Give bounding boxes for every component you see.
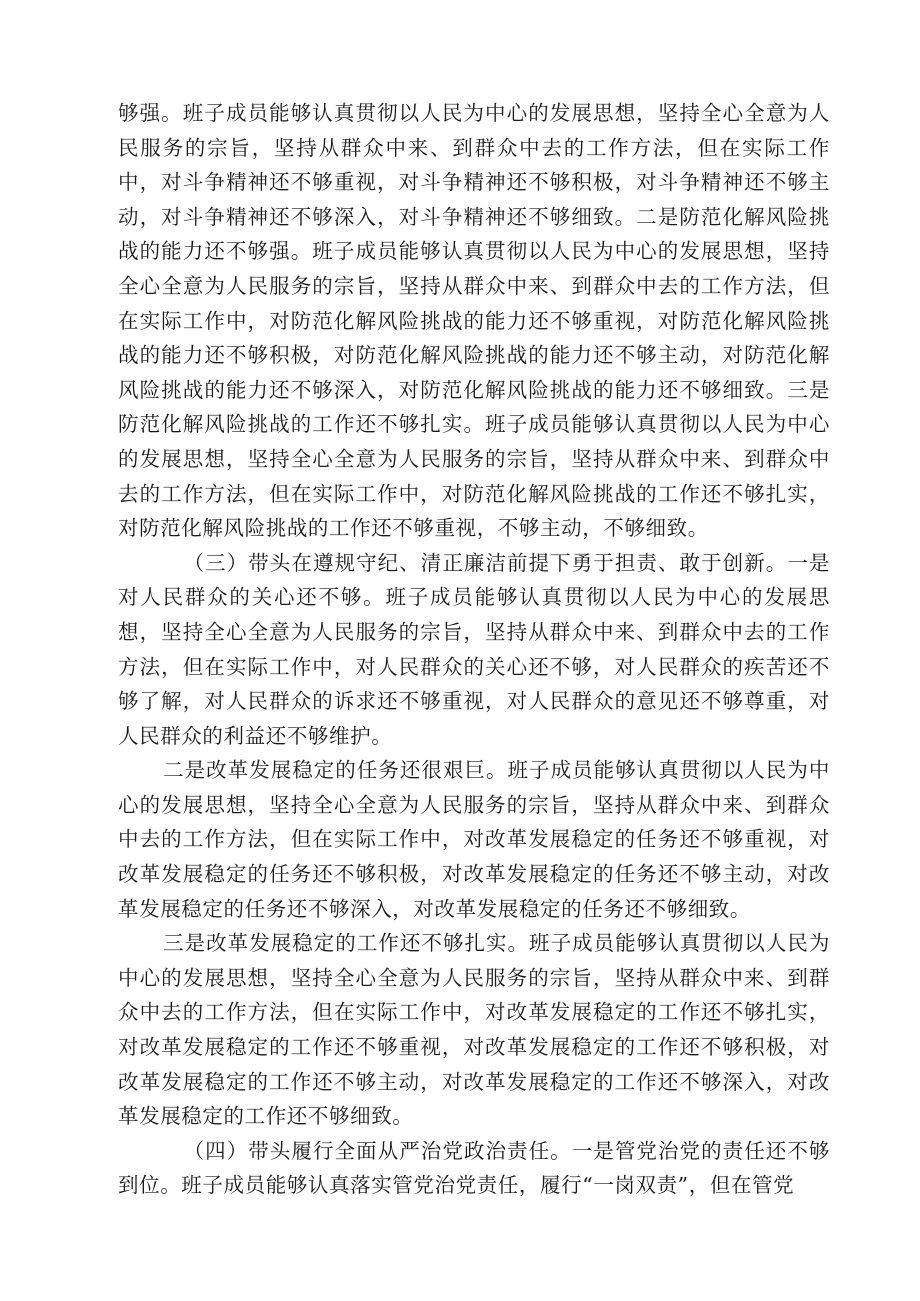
paragraph-risk-challenges: 够强。班子成员能够认真贯彻以人民为中心的发展思想，坚持全心全意为人民服务的宗旨，坚持从群众中来、到群众中去的工作方法，但在实际工作中，对斗争精神还不够重视，对斗争精神还不够积极，对斗争精神还不够主动，对斗争精神还不够深入，对斗争精神还不够细致。二是防范化解风险挑战的能力还不够强。班子成员能够认真贯彻以人民为中心的发展思想，坚持全心全意为人民服务的宗旨，坚持从群众中来、到群众中去的工作方法，但在实际工作中，对防范化解风险挑战的能力还不够重视，对防范化解风险挑战的能力还不够积极，对防范化解风险挑战的能力还不够主动，对防范化解风险挑战的能力还不够深入，对防范化解风险挑战的能力还不够细致。三是防范化解风险挑战的工作还不够扎实。班子成员能够认真贯彻以人民为中心的发展思想，坚持全心全意为人民服务的宗旨，坚持从群众中来、到群众中去的工作方法，但在实际工作中，对防范化解风险挑战的工作还不够扎实，对防范化解风险挑战的工作还不够重视，不够主动，不够细致。 xyxy=(118,101,830,541)
paragraph-section-three: （三）带头在遵规守纪、清正廉洁前提下勇于担责、敢于创新。一是对人民群众的关心还不够。班子成员能够认真贯彻以人民为中心的发展思想，坚持全心全意为人民服务的宗旨，坚持从群众中来、到群众中去的工作方法，但在实际工作中，对人民群众的关心还不够，对人民群众的疾苦还不够了解，对人民群众的诉求还不够重视，对人民群众的意见还不够尊重，对人民群众的利益还不够维护。 xyxy=(118,550,830,748)
paragraph-section-four: （四）带头履行全面从严治党政治责任。一是管党治党的责任还不够到位。班子成员能够认真落实管党治党责任，履行“一岗双责”，但在管党 xyxy=(118,1138,830,1198)
paragraph-reform-tasks: 二是改革发展稳定的任务还很艰巨。班子成员能够认真贯彻以人民为中心的发展思想，坚持全心全意为人民服务的宗旨，坚持从群众中来、到群众中去的工作方法，但在实际工作中，对改革发展稳定的任务还不够重视，对改革发展稳定的任务还不够积极，对改革发展稳定的任务还不够主动，对改革发展稳定的任务还不够深入，对改革发展稳定的任务还不够细致。 xyxy=(118,758,830,921)
paragraph-reform-work: 三是改革发展稳定的工作还不够扎实。班子成员能够认真贯彻以人民为中心的发展思想，坚持全心全意为人民服务的宗旨，坚持从群众中来、到群众中去的工作方法，但在实际工作中，对改革发展稳定的工作还不够扎实，对改革发展稳定的工作还不够重视，对改革发展稳定的工作还不够积极，对改革发展稳定的工作还不够主动，对改革发展稳定的工作还不够深入，对改革发展稳定的工作还不够细致。 xyxy=(118,931,830,1129)
